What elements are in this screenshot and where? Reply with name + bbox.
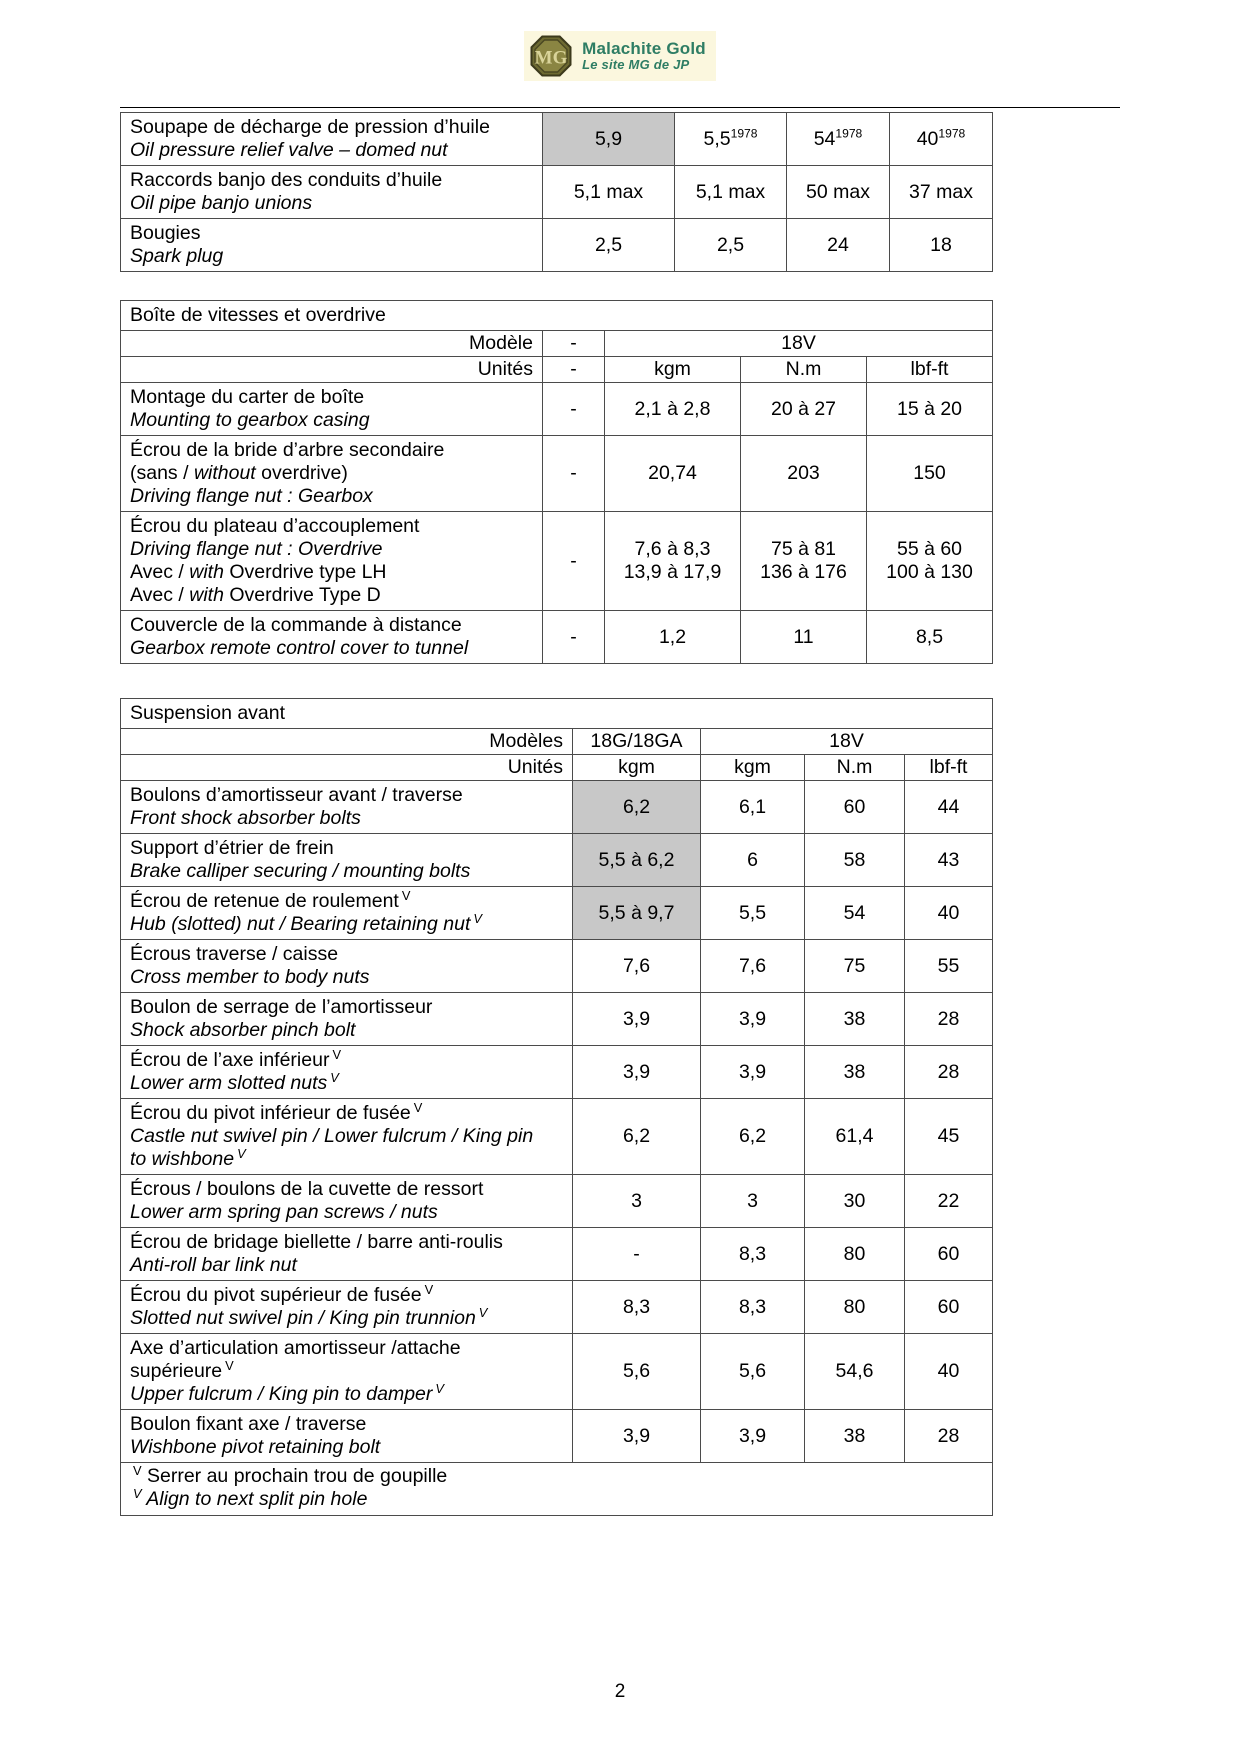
value-nm-line: 136 à 176 (760, 561, 847, 583)
gearbox-unit-lbfft: lbf-ft (867, 357, 993, 383)
description-fr: Axe d’articulation amortisseur /attache (130, 1337, 461, 1359)
description-fr: Bougies (130, 222, 201, 244)
table-footnote (121, 1463, 993, 1516)
value-kgm (605, 436, 741, 512)
table-row (121, 1334, 993, 1410)
description-line: Avec / with Overdrive Type D (130, 584, 381, 606)
description-fr: Écrou de bridage biellette / barre anti-roulis (130, 1231, 503, 1253)
suspension-units-label: Unités (121, 755, 573, 781)
gearbox-units-dash: - (543, 357, 605, 383)
value-lbfft: 28 (905, 1410, 993, 1463)
description-line: Mounting to gearbox casing (130, 409, 370, 431)
value-kgm-18g: 8,3 (573, 1281, 701, 1334)
suspension-unit-kgm-18v: kgm (701, 755, 805, 781)
table-row (121, 113, 993, 166)
value-kgm-18v: 3,9 (701, 1410, 805, 1463)
description-line: Avec / with Overdrive type LH (130, 561, 387, 583)
value-col-3: $54^{1978}$ (787, 113, 890, 166)
value-lbfft: 55 (905, 940, 993, 993)
value-kgm (605, 383, 741, 436)
table-row (121, 834, 993, 887)
value-col-3: 50 max (787, 166, 890, 219)
table-row (121, 219, 993, 272)
value-lbfft-line: 55 à 60 (896, 538, 963, 560)
value-lbfft: 44 (905, 781, 993, 834)
table-row (121, 1099, 993, 1175)
value-nm-line: 20 à 27 (770, 397, 837, 420)
value-kgm-18g: 3 (573, 1175, 701, 1228)
table-row (121, 781, 993, 834)
value-lbfft-line: 15 à 20 (896, 397, 963, 420)
svg-text:MG: MG (534, 47, 568, 69)
table-gearbox-units-row (121, 357, 993, 383)
gearbox-model-dash: - (543, 331, 605, 357)
description-fr: Boulons d’amortisseur avant / traverse (130, 784, 463, 806)
value-kgm-18v: 5,5 (701, 887, 805, 940)
description-fr-cont: supérieure $^V$ (130, 1357, 234, 1382)
footnote-marker-icon: V (133, 1462, 142, 1478)
table-row (121, 887, 993, 940)
description-fr: Écrous traverse / caisse (130, 943, 339, 965)
value-kgm-line: 20,74 (648, 462, 697, 484)
description-line: Écrou de la bride d’arbre secondaire (130, 439, 445, 461)
value-lbfft: 60 (905, 1228, 993, 1281)
gearbox-unit-kgm: kgm (605, 357, 741, 383)
table-suspension-units-row (121, 755, 993, 781)
value-nm: 38 (805, 993, 905, 1046)
description-en: Front shock absorber bolts (130, 807, 361, 829)
value-lbfft: 60 (905, 1281, 993, 1334)
description-line: Driving flange nut : Overdrive (130, 538, 383, 560)
value-kgm-18g: 3,9 (573, 993, 701, 1046)
value-kgm-18g: 5,5 à 9,7 (573, 887, 701, 940)
gearbox-model-label: Modèle (121, 331, 543, 357)
value-kgm-18v: 8,3 (701, 1228, 805, 1281)
value-lbfft (867, 512, 993, 611)
table-suspension-models-row (121, 729, 993, 755)
description-en: Wishbone pivot retaining bolt (130, 1436, 381, 1458)
row-description (121, 512, 543, 611)
description-fr: Soupape de décharge de pression d’huile (130, 116, 490, 138)
suspension-unit-kgm-18g: kgm (573, 755, 701, 781)
table-row (121, 512, 993, 611)
page-header (120, 0, 1120, 112)
table-suspension-title-row (121, 699, 993, 729)
value-kgm-line: 13,9 à 17,9 (623, 561, 722, 583)
row-description (121, 1228, 573, 1281)
description-fr: Support d’étrier de frein (130, 837, 334, 859)
description-en: Castle nut swivel pin / Lower fulcrum / King pin (130, 1125, 534, 1147)
value-nm: 58 (805, 834, 905, 887)
value-nm: 61,4 (805, 1099, 905, 1175)
value-nm-line: 203 (787, 462, 820, 484)
value-lbfft: 28 (905, 1046, 993, 1099)
row-description (121, 436, 543, 512)
suspension-models-label: Modèles (121, 729, 573, 755)
row-description (121, 383, 543, 436)
value-col-4: 37 max (890, 166, 993, 219)
table-gearbox-model-row (121, 331, 993, 357)
description-en: Brake calliper securing / mounting bolts (130, 860, 471, 882)
value-kgm-18g: 3,9 (573, 1046, 701, 1099)
table-row (121, 611, 993, 664)
value-nm (741, 383, 867, 436)
value-kgm-18v: 3,9 (701, 993, 805, 1046)
value-kgm-18v: 5,6 (701, 1334, 805, 1410)
table-row (121, 1281, 993, 1334)
description-fr: Écrou de l’axe inférieur $^V$ (130, 1046, 342, 1071)
row-description (121, 1410, 573, 1463)
row-description (121, 166, 543, 219)
table-row (121, 940, 993, 993)
value-col-1: 2,5 (543, 219, 675, 272)
value-nm: 38 (805, 1410, 905, 1463)
value-kgm-18v: 6,2 (701, 1099, 805, 1175)
value-lbfft (867, 383, 993, 436)
value-lbfft (867, 611, 993, 664)
row-description (121, 1099, 573, 1175)
description-fr: Raccords banjo des conduits d’huile (130, 169, 443, 191)
value-nm (741, 436, 867, 512)
row-description (121, 887, 573, 940)
description-en: Oil pressure relief valve – domed nut (130, 139, 448, 161)
description-en: Oil pipe banjo unions (130, 192, 313, 214)
suspension-unit-nm: N.m (805, 755, 905, 781)
value-nm: 75 (805, 940, 905, 993)
table-footnote-row (121, 1463, 993, 1516)
gearbox-unit-nm: N.m (741, 357, 867, 383)
value-nm-line: 11 (793, 625, 814, 648)
row-description (121, 781, 573, 834)
row-description (121, 993, 573, 1046)
description-fr: Écrous / boulons de la cuvette de ressort (130, 1178, 484, 1200)
value-nm: 80 (805, 1281, 905, 1334)
row-description (121, 1175, 573, 1228)
value-dash: - (543, 383, 605, 436)
value-lbfft: 40 (905, 1334, 993, 1410)
value-lbfft: 22 (905, 1175, 993, 1228)
logo-subtitle: Le site MG de JP (582, 57, 690, 73)
value-col-2: $5,5^{1978}$ (675, 113, 787, 166)
value-col-4: 18 (890, 219, 993, 272)
value-kgm-18v: 8,3 (701, 1281, 805, 1334)
value-col-3: 24 (787, 219, 890, 272)
table-engine-torques (120, 112, 993, 272)
row-description (121, 1046, 573, 1099)
description-en: Hub (slotted) nut / Bearing retaining nut $^V$ (130, 910, 482, 935)
row-description (121, 219, 543, 272)
value-nm: 54 (805, 887, 905, 940)
value-kgm-18g: - (573, 1228, 701, 1281)
row-description (121, 1281, 573, 1334)
description-en: Cross member to body nuts (130, 966, 370, 988)
value-kgm-line: 7,6 à 8,3 (634, 538, 711, 560)
value-col-2: 2,5 (675, 219, 787, 272)
value-kgm-18g: 3,9 (573, 1410, 701, 1463)
description-en: Slotted nut swivel pin / King pin trunnion $^V$ (130, 1304, 488, 1329)
table-gearbox-title: Boîte de vitesses et overdrive (121, 301, 993, 331)
table-suspension-title: Suspension avant (121, 699, 993, 729)
row-description (121, 113, 543, 166)
suspension-model-18v: 18V (701, 729, 993, 755)
value-kgm-18v: 6 (701, 834, 805, 887)
value-dash: - (543, 436, 605, 512)
value-dash: - (543, 512, 605, 611)
value-kgm (605, 611, 741, 664)
value-kgm-18g: 7,6 (573, 940, 701, 993)
description-line: Gearbox remote control cover to tunnel (130, 637, 469, 659)
footnote-fr: $^V$ Serrer au prochain trou de goupille (130, 1465, 992, 1488)
table-row (121, 1175, 993, 1228)
description-en: Shock absorber pinch bolt (130, 1019, 356, 1041)
value-kgm-18g: 6,2 (573, 781, 701, 834)
value-kgm (605, 512, 741, 611)
table-row (121, 1410, 993, 1463)
suspension-unit-lbfft: lbf-ft (905, 755, 993, 781)
value-lbfft (867, 436, 993, 512)
value-kgm-18v: 3 (701, 1175, 805, 1228)
value-kgm-18v: 6,1 (701, 781, 805, 834)
value-nm (741, 611, 867, 664)
malachite-gold-logo (524, 31, 716, 81)
table-front-suspension (120, 698, 993, 1516)
description-fr: Écrou du pivot supérieur de fusée $^V$ (130, 1281, 434, 1306)
description-en: Lower arm spring pan screws / nuts (130, 1201, 438, 1223)
value-lbfft-line: 150 (913, 462, 946, 484)
row-description (121, 834, 573, 887)
description-en: Anti-roll bar link nut (130, 1254, 297, 1276)
description-line: Montage du carter de boîte (130, 386, 365, 408)
description-fr: Boulon fixant axe / traverse (130, 1413, 367, 1435)
description-en: Upper fulcrum / King pin to damper $^V$ (130, 1380, 444, 1405)
description-line: Couvercle de la commande à distance (130, 614, 462, 636)
description-en-cont: to wishbone $^V$ (130, 1145, 246, 1170)
value-lbfft: 45 (905, 1099, 993, 1175)
value-lbfft-line: 8,5 (915, 625, 944, 648)
value-kgm-18g: 5,5 à 6,2 (573, 834, 701, 887)
description-fr: Écrou de retenue de roulement $^V$ (130, 887, 411, 912)
table-row (121, 1228, 993, 1281)
description-en: Lower arm slotted nuts $^V$ (130, 1069, 339, 1094)
table-row (121, 1046, 993, 1099)
value-nm: 80 (805, 1228, 905, 1281)
value-lbfft-line: 100 à 130 (886, 561, 973, 583)
footnote-marker-icon: V (133, 1485, 142, 1501)
logo-title: Malachite Gold (582, 39, 706, 59)
value-col-4: $40^{1978}$ (890, 113, 993, 166)
table-gearbox-title-row (121, 301, 993, 331)
value-col-1: 5,9 (543, 113, 675, 166)
mg-octagon-icon (530, 35, 572, 77)
value-kgm-line: 1,2 (658, 625, 687, 648)
description-line: Driving flange nut : Gearbox (130, 485, 373, 507)
row-description (121, 1334, 573, 1410)
value-lbfft: 43 (905, 834, 993, 887)
table-row (121, 436, 993, 512)
value-kgm-18v: 3,9 (701, 1046, 805, 1099)
table-row (121, 993, 993, 1046)
description-line: Écrou du plateau d’accouplement (130, 515, 420, 537)
value-nm-line: 75 à 81 (770, 538, 837, 560)
footnote-en: $^V$ Align to next split pin hole (130, 1488, 992, 1511)
value-kgm-line: 2,1 à 2,8 (634, 397, 711, 420)
value-kgm-18g: 6,2 (573, 1099, 701, 1175)
description-line: (sans / without overdrive) (130, 462, 348, 484)
table-gearbox-overdrive (120, 300, 993, 664)
table-row (121, 166, 993, 219)
description-fr: Écrou du pivot inférieur de fusée $^V$ (130, 1099, 423, 1124)
spacer (120, 664, 1120, 698)
value-dash: - (543, 611, 605, 664)
row-description (121, 611, 543, 664)
table-row (121, 383, 993, 436)
spacer (120, 272, 1120, 300)
value-nm: 60 (805, 781, 905, 834)
gearbox-units-label: Unités (121, 357, 543, 383)
value-nm: 38 (805, 1046, 905, 1099)
value-kgm-18v: 7,6 (701, 940, 805, 993)
value-kgm-18g: 5,6 (573, 1334, 701, 1410)
value-nm: 54,6 (805, 1334, 905, 1410)
header-divider (120, 107, 1120, 108)
page-number: 2 (614, 1681, 626, 1702)
description-fr: Boulon de serrage de l’amortisseur (130, 996, 433, 1018)
gearbox-model-value: 18V (605, 331, 993, 357)
value-nm (741, 512, 867, 611)
value-col-2: 5,1 max (675, 166, 787, 219)
value-lbfft: 40 (905, 887, 993, 940)
value-lbfft: 28 (905, 993, 993, 1046)
row-description (121, 940, 573, 993)
suspension-model-18g: 18G/18GA (573, 729, 701, 755)
description-en: Spark plug (130, 245, 224, 267)
value-col-1: 5,1 max (543, 166, 675, 219)
value-nm: 30 (805, 1175, 905, 1228)
